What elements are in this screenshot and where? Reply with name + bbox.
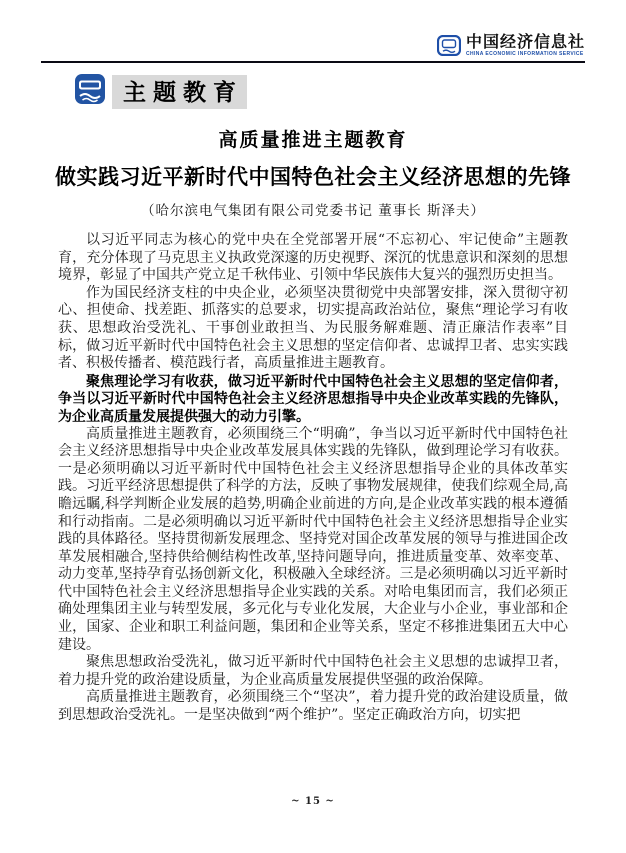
ceis-logo-text-block xyxy=(466,34,585,57)
body-paragraph: 作为国民经济支柱的中央企业，必须坚决贯彻党中央部署安排，深入贯彻守初心、担使命、找差距、抓落实的总要求，切实提高政治站位，聚焦“理论学习有收获、思想政治受洗礼、干事创业敢担当、为民服务解难题、清正廉洁作表率”目标，做习近平新时代中国特色社会主义思想的坚定信仰者、忠诚捍卫者、忠实实践者、积极传播者、模范践行者，高质量推进主题教育。 xyxy=(58,284,568,372)
article-body xyxy=(58,232,568,725)
ceis-logo-icon xyxy=(437,35,461,60)
logo-text: 中国经济信息社 xyxy=(465,34,585,51)
body-paragraph: 高质量推进主题教育，必须围绕三个“明确”，争当以习近平新时代中国特色社会主义经济思想指导中央企业改革发展具体实践的先锋队，做到理论学习有收获。一是必须明确以习近平新时代中国特色社会主义经济思想指导企业的具体改革实践。习近平经济思想提供了科学的方法，反映了事物发展规律，使我们综观全局,高瞻远瞩,科学判断企业发展的趋势,明确企业前进的方向,是企业改革实践的根本遵循和行动指南。二是必须明确以习近平新时代中国特色社会主义经济思想指导企业实践的具体路径。坚持贯彻新发展理念、坚持党对国企改革发展的领导与推进国企改革发展相融合,坚持供给侧结构性改革,坚持问题导向，推进质量变革、效率变革、动力变革,坚持孕育弘扬创新文化，积极融入全球经济。三是必须明确以习近平新时代中国特色社会主义经济思想指导企业实践的关系。对哈电集团而言，我们必须正确处理集团主业与转型发展，多元化与专业化发展，大企业与小企业，事业部和企业，国家、企业和职工利益问题，集团和企业等关系，坚定不移推进集团五大中心建设。 xyxy=(58,425,568,653)
article-byline: （哈尔滨电气集团有限公司党委书记 董事长 斯泽夫） xyxy=(140,203,486,219)
section-badge xyxy=(75,74,626,110)
page-header xyxy=(41,34,585,63)
logo-subtext: CHINA ECONOMIC INFORMATION SERVICE xyxy=(465,51,584,57)
article-subtitle: 做实践习近平新时代中国特色社会主义经济思想的先锋 xyxy=(55,166,571,189)
body-paragraph: 以习近平同志为核心的党中央在全党部署开展“不忘初心、牢记使命”主题教育，充分体现了马克思主义执政党深邃的历史视野、深沉的忧患意识和深刻的思想境界，彰显了中国共产党立足千秋伟业、引领中华民族伟大复兴的强烈历史担当。 xyxy=(58,232,568,284)
section-badge-label: 主题教育 xyxy=(112,75,247,109)
body-paragraph: 聚焦思想政治受洗礼，做习近平新时代中国特色社会主义思想的忠诚捍卫者，着力提升党的政治建设质量，为企业高质量发展提供坚强的政治保障。 xyxy=(58,654,568,688)
body-paragraph: 高质量推进主题教育，必须围绕三个“坚决”，着力提升党的政治建设质量，做到思想政治受洗礼。一是坚决做到“两个维护”。坚定正确政治方向，切实把 xyxy=(58,689,568,724)
page-number: ~ 15 ~ xyxy=(291,796,335,807)
body-paragraph-emphasis: 聚焦理论学习有收获，做习近平新时代中国特色社会主义思想的坚定信仰者，争当以习近平新时代中国特色社会主义经济思想指导中央企业改革实践的先锋队，为企业高质量发展提供强大的动力引擎。 xyxy=(58,372,568,424)
ceis-logo xyxy=(41,34,585,60)
theme-education-badge-icon xyxy=(75,74,105,110)
article-title: 高质量推进主题教育 xyxy=(218,130,408,151)
